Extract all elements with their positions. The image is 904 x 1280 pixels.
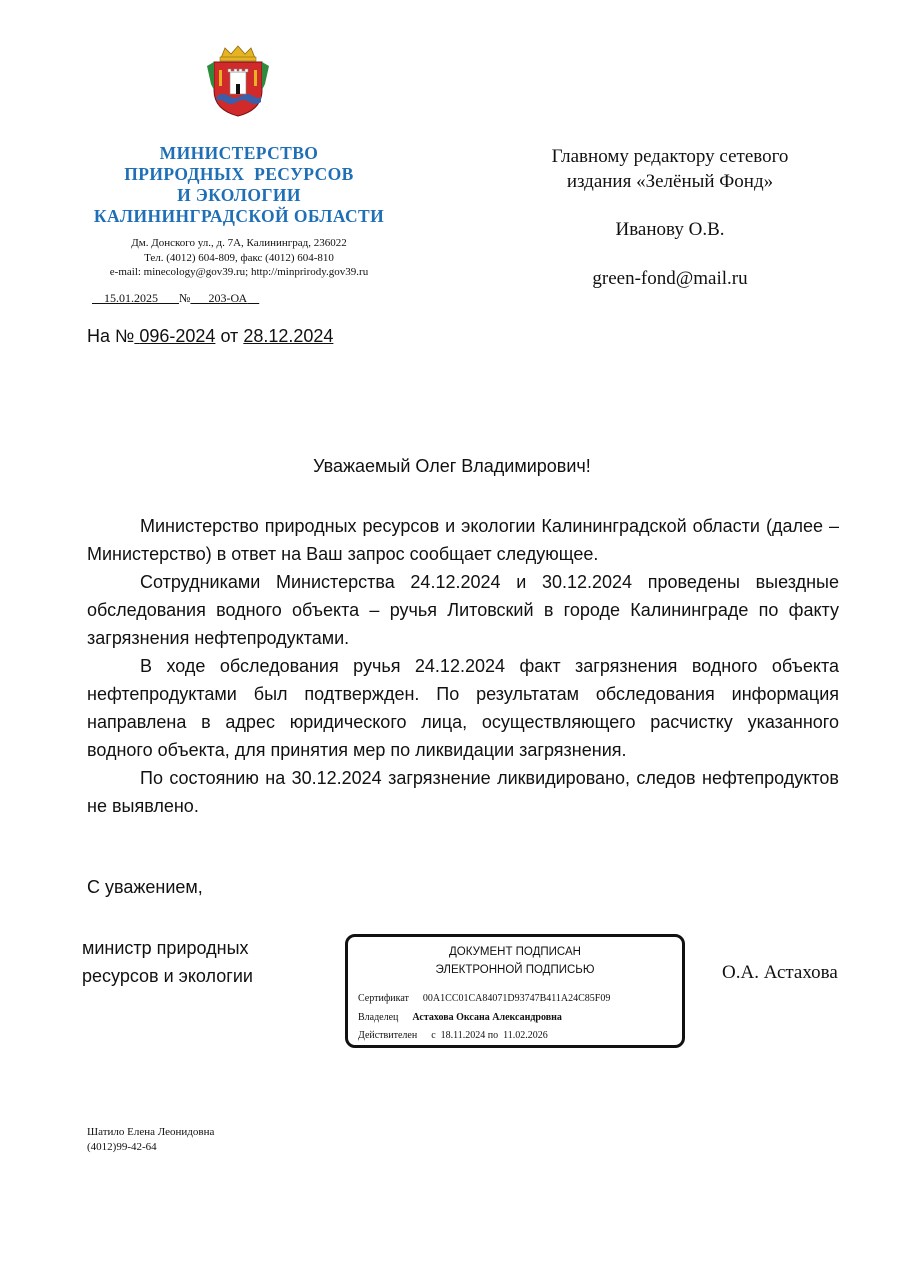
- reg-number: 203-ОА: [208, 291, 248, 305]
- stamp-title-line: ДОКУМЕНТ ПОДПИСАН: [449, 946, 581, 958]
- reg-date: 15.01.2025: [104, 291, 158, 305]
- recipient-email: green-fond@mail.ru: [592, 268, 748, 289]
- body-paragraph: По состоянию на 30.12.2024 загрязнение ликвидировано, следов нефтепродуктов не выявлено.: [87, 768, 839, 816]
- ref-number: 096-2024: [139, 326, 216, 346]
- stamp-title-line: ЭЛЕКТРОННОЙ ПОДПИСЬЮ: [435, 964, 595, 976]
- salutation: Уважаемый Олег Владимирович!: [313, 456, 591, 476]
- stamp-owner-label: Владелец: [358, 1012, 399, 1023]
- ministry-name-line: ПРИРОДНЫХ РЕСУРСОВ: [124, 164, 354, 184]
- body-paragraph: В ходе обследования ручья 24.12.2024 факт загрязнения водного объекта нефтепродуктами был подтвержден. По результатам обследования информация направлена в адрес юридического лица, осуществляющего расчистку указанного водного объекта, для принятия мер по ликвидации загрязнения.: [87, 656, 839, 760]
- reference-line: [87, 326, 333, 347]
- recipient-line: издания «Зелёный Фонд»: [566, 171, 774, 192]
- stamp-owner-value: Астахова Оксана Александровна: [412, 1012, 562, 1023]
- ref-prefix: На №: [87, 326, 135, 346]
- executor-info: [87, 1125, 214, 1155]
- signer-name: О.А. Астахова: [722, 962, 838, 983]
- stamp-owner-row: [358, 1012, 562, 1023]
- stamp-title: [348, 943, 682, 979]
- executor-name: Шатило Елена Леонидовна: [87, 1126, 215, 1138]
- kaliningrad-coat-of-arms-icon: [205, 44, 271, 118]
- reg-no-pad: [190, 291, 208, 305]
- executor-phone: (4012)99-42-64: [87, 1141, 157, 1153]
- ministry-name-line: МИНИСТЕРСТВО: [159, 143, 319, 163]
- reg-no-label: №: [179, 291, 191, 305]
- reg-date-pad: [92, 291, 104, 305]
- ref-from: от: [220, 326, 239, 346]
- reg-pad: [158, 291, 179, 305]
- signer-position: [82, 934, 253, 990]
- letter-body: [87, 512, 839, 820]
- stamp-valid-row: [358, 1030, 548, 1041]
- stamp-cert-label: Сертификат: [358, 993, 409, 1004]
- position-line: министр природных: [82, 938, 249, 958]
- stamp-cert-value: 00A1CC01CA84071D93747B411A24C85F09: [422, 993, 611, 1004]
- regards: С уважением,: [87, 877, 203, 897]
- recipient-line: Главному редактору сетевого: [551, 146, 789, 167]
- recipient-name: Иванову О.В.: [615, 219, 725, 240]
- body-paragraph: Сотрудниками Министерства 24.12.2024 и 30.12.2024 проведены выездные обследования водного объекта – ручья Литовский в городе Калининграде по факту загрязнения нефтепродуктами.: [87, 572, 839, 648]
- address-line: Дм. Донского ул., д. 7А, Калининград, 236022: [131, 237, 347, 249]
- stamp-cert-row: [358, 993, 610, 1004]
- body-paragraph: Министерство природных ресурсов и экологии Калининградской области (далее – Министерство) в ответ на Ваш запрос сообщает следующее.: [87, 516, 839, 564]
- ref-date: 28.12.2024: [243, 326, 334, 346]
- position-line: ресурсов и экологии: [82, 966, 253, 986]
- reg-no-tail: [247, 291, 259, 305]
- registration-line: [92, 291, 259, 306]
- address-line: Тел. (4012) 604-809, факс (4012) 604-810: [144, 251, 334, 264]
- ministry-name-line: И ЭКОЛОГИИ: [177, 185, 301, 205]
- contacts-line: e-mail: minecology@gov39.ru; http://minprirody.gov39.ru: [109, 266, 369, 278]
- stamp-valid-label: Действителен: [358, 1030, 418, 1041]
- ministry-name-line: КАЛИНИНГРАДСКОЙ ОБЛАСТИ: [93, 206, 385, 226]
- e-signature-stamp: [345, 934, 685, 1048]
- ministry-name: [60, 143, 418, 227]
- ministry-address: [60, 236, 418, 280]
- stamp-valid-value: с 18.11.2024 по 11.02.2026: [431, 1030, 548, 1041]
